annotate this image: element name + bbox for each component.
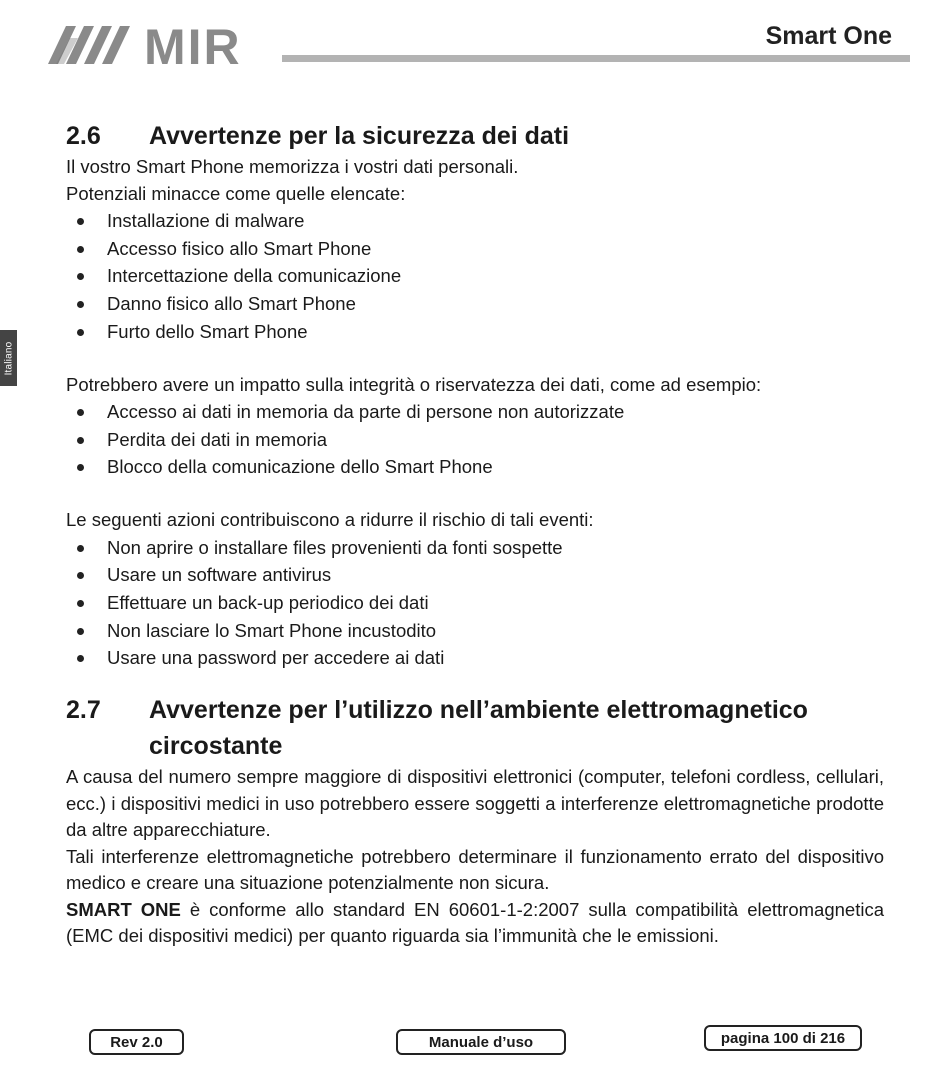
list-item: Intercettazione della comunicazione (66, 262, 884, 290)
list-item: Accesso ai dati in memoria da parte di persone non autorizzate (66, 398, 884, 426)
manual-label: Manuale d’uso (428, 1033, 534, 1051)
page-number-box (704, 1025, 862, 1051)
actions-list (66, 534, 884, 673)
list-item: Furto dello Smart Phone (66, 318, 884, 346)
impacts-list (66, 398, 884, 481)
language-tab (0, 330, 17, 386)
list-item: Non aprire o installare files provenienti da fonti sospette (66, 534, 884, 562)
section-heading-2-7 (66, 692, 884, 764)
list-item: Blocco della comunicazione dello Smart Phone (66, 453, 884, 481)
product-name: Smart One (765, 22, 892, 50)
list-item: Perdita dei dati in memoria (66, 426, 884, 454)
paragraph: Potenziali minacce come quelle elencate: (66, 182, 406, 204)
revision-box (89, 1029, 184, 1055)
language-label: Italiano (3, 341, 15, 375)
list-item: Non lasciare lo Smart Phone incustodito (66, 617, 884, 645)
manual-box (396, 1029, 566, 1055)
threats-list (66, 207, 884, 346)
section-title: Avvertenze per l’utilizzo nell’ambiente elettromagnetico circostante (149, 696, 808, 761)
svg-text:MIR: MIR (144, 20, 242, 68)
paragraph: A causa del numero sempre maggiore di dispositivi elettronici (computer, telefoni cordless, cellulari, ecc.) i dispositivi medici in uso potrebbero essere soggetti a interferenze elettromagnetiche prodotte da altre apparecchiature. (66, 766, 884, 841)
page-number-label: pagina 100 di 216 (720, 1029, 846, 1047)
paragraph: Le seguenti azioni contribuiscono a ridurre il rischio di tali eventi: (66, 509, 594, 531)
page-content (66, 118, 884, 950)
list-item: Accesso fisico allo Smart Phone (66, 235, 884, 263)
list-item: Effettuare un back-up periodico dei dati (66, 589, 884, 617)
revision-label: Rev 2.0 (110, 1033, 163, 1051)
header-rule (282, 55, 910, 62)
paragraph: Il vostro Smart Phone memorizza i vostri dati personali. (66, 156, 519, 177)
paragraph: Tali interferenze elettromagnetiche potrebbero determinare il funzionamento errato del dispositivo medico e creare una situazione potenzialmente non sicura. (66, 845, 884, 894)
section-number: 2.6 (66, 122, 101, 150)
list-item: Usare un software antivirus (66, 561, 884, 589)
paragraph: Potrebbero avere un impatto sulla integrità o riservatezza dei dati, come ad esempio: (66, 373, 762, 395)
section-title: Avvertenze per la sicurezza dei dati (149, 122, 570, 150)
paragraph-text: è conforme allo standard EN 60601-1-2:2007 sulla compatibilità elettromagnetica (EMC dei dispositivi medici) per quanto riguarda sia l’immunità che le emissioni. (66, 898, 884, 947)
product-name-bold: SMART ONE (66, 898, 181, 920)
page-header (0, 0, 950, 80)
list-item: Installazione di malware (66, 207, 884, 235)
mir-logo (48, 20, 282, 68)
paragraph (66, 897, 884, 950)
list-item: Danno fisico allo Smart Phone (66, 290, 884, 318)
section-number: 2.7 (66, 696, 101, 725)
section-heading-2-6 (66, 118, 884, 154)
list-item: Usare una password per accedere ai dati (66, 644, 884, 672)
